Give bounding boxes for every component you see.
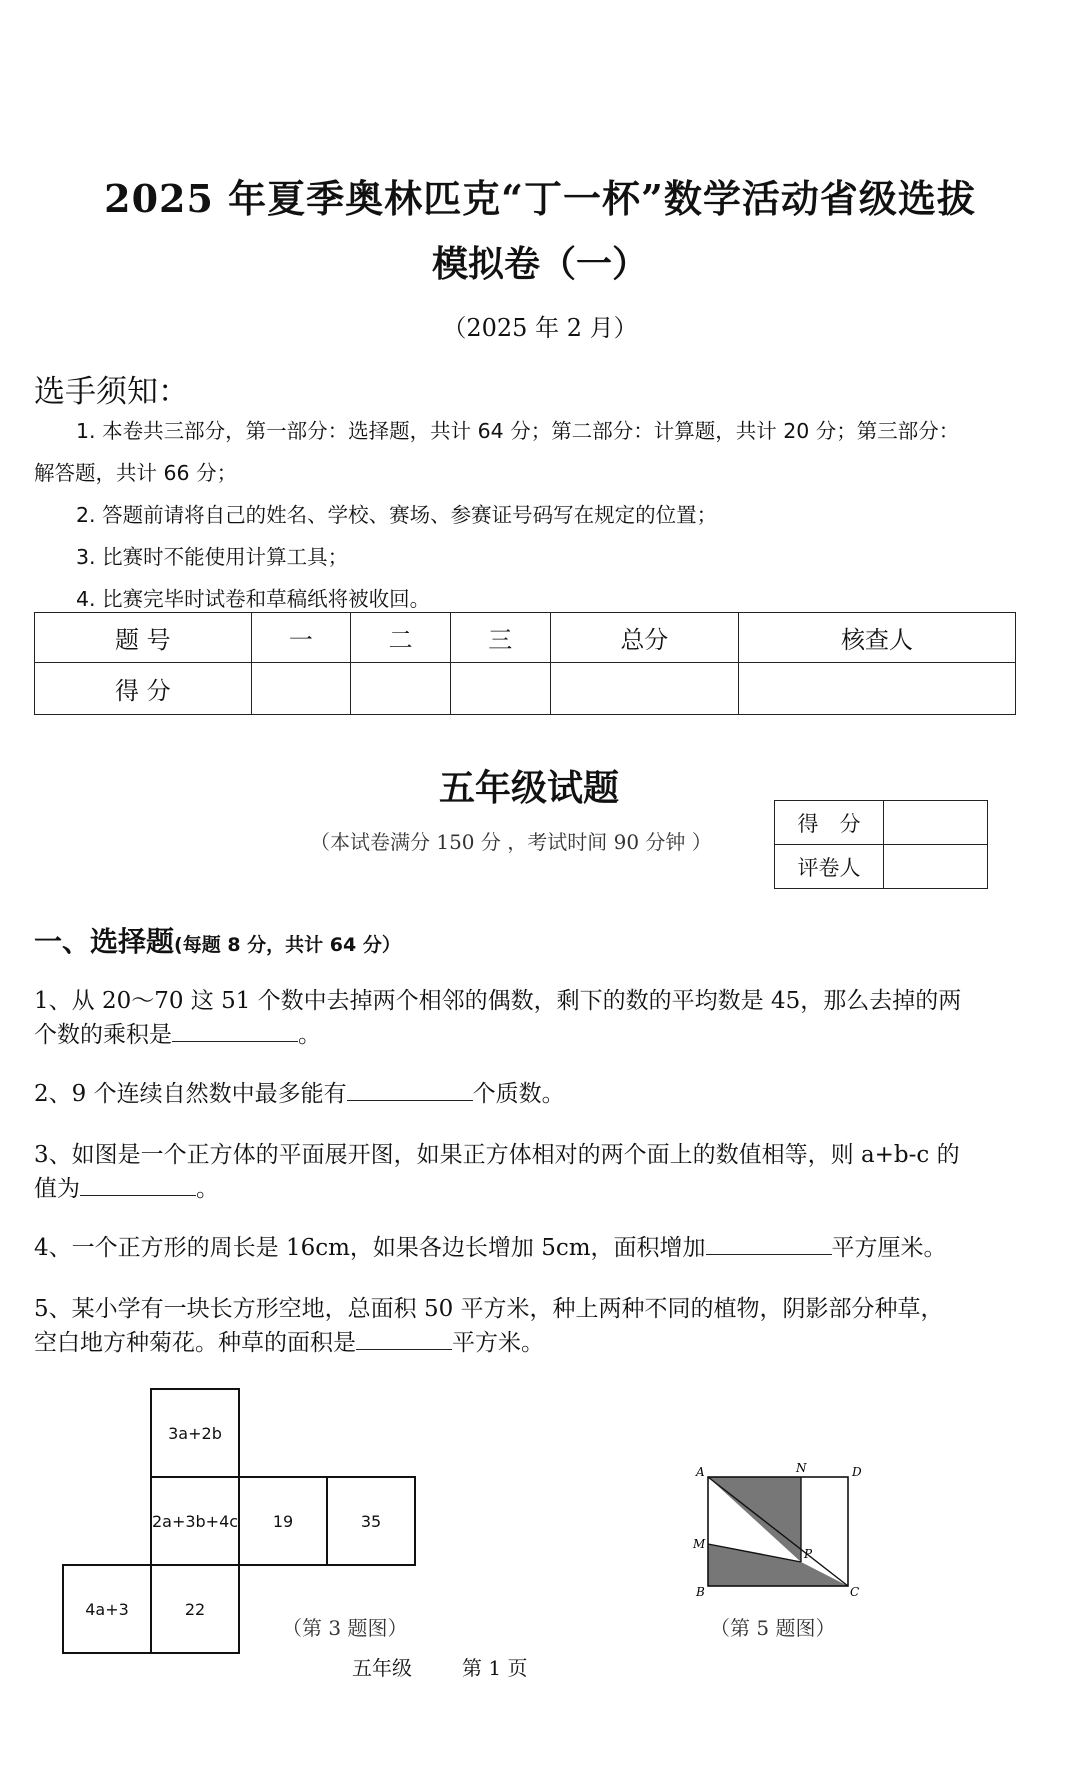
answer-blank[interactable] bbox=[706, 1232, 832, 1255]
score-header-cell: 核查人 bbox=[738, 613, 1015, 663]
vertex-label: P bbox=[804, 1547, 813, 1561]
notice-item-1-cont: 解答题，共计 66 分； bbox=[34, 461, 238, 485]
vertex-label: N bbox=[796, 1462, 807, 1475]
footer-page: 第 1 页 bbox=[462, 1656, 528, 1680]
question-text: 。 bbox=[196, 1176, 219, 1202]
vertex-label: A bbox=[696, 1465, 705, 1479]
question-text: 1、从 20～70 这 51 个数中去掉两个相邻的偶数，剩下的数的平均数是 45，那么去掉的两 bbox=[34, 988, 962, 1014]
question-4 bbox=[34, 1231, 1034, 1265]
score-header-cell: 题 号 bbox=[35, 613, 252, 663]
score-header-cell: 总分 bbox=[550, 613, 738, 663]
question-text: 个质数。 bbox=[472, 1081, 565, 1107]
score-cell[interactable] bbox=[550, 663, 738, 715]
section-note: (每题 8 分，共计 64 分） bbox=[174, 934, 401, 956]
vertex-label: B bbox=[696, 1585, 705, 1598]
score-header-cell: 二 bbox=[351, 613, 451, 663]
question-text: 4、一个正方形的周长是 16cm，如果各边长增加 5cm，面积增加 bbox=[34, 1235, 706, 1261]
score-table bbox=[34, 612, 1016, 715]
question-2 bbox=[34, 1077, 1034, 1111]
score-row-label: 得 分 bbox=[35, 663, 252, 715]
grade-title: 五年级试题 bbox=[438, 768, 619, 809]
section-title: 一、选择题 bbox=[34, 925, 175, 958]
question-3 bbox=[34, 1138, 1034, 1206]
question-text: 个数的乘积是 bbox=[34, 1022, 172, 1048]
question-text: 2、9 个连续自然数中最多能有 bbox=[34, 1081, 347, 1107]
score-header-cell: 一 bbox=[251, 613, 351, 663]
question-1 bbox=[34, 984, 1034, 1052]
shaded-region-bottom bbox=[708, 1544, 848, 1586]
score-cell[interactable] bbox=[251, 663, 351, 715]
exam-title: 2025 年夏季奥林匹克“丁一杯”数学活动省级选拔 bbox=[104, 176, 976, 221]
net-cell: 19 bbox=[238, 1476, 328, 1566]
figure-3-caption: （第 3 题图） bbox=[282, 1616, 408, 1640]
footer-grade: 五年级 bbox=[352, 1656, 412, 1680]
question-text: 空白地方种菊花。种草的面积是 bbox=[34, 1330, 356, 1356]
notice-item-2: 2. 答题前请将自己的姓名、学校、赛场、参赛证号码写在规定的位置； bbox=[76, 503, 718, 527]
exam-subtitle: 模拟卷（一） bbox=[431, 243, 648, 285]
answer-blank[interactable] bbox=[356, 1327, 452, 1350]
notice-heading: 选手须知： bbox=[34, 374, 189, 410]
net-cell: 22 bbox=[150, 1564, 240, 1654]
answer-blank[interactable] bbox=[172, 1019, 298, 1042]
vertex-label: D bbox=[852, 1465, 862, 1479]
grader-score-cell[interactable] bbox=[884, 801, 988, 845]
question-text: 。 bbox=[298, 1022, 321, 1048]
grader-table bbox=[774, 800, 988, 889]
score-header-cell: 三 bbox=[450, 613, 550, 663]
notice-item-1: 1. 本卷共三部分，第一部分：选择题，共计 64 分；第二部分：计算题，共计 20 分；第三部分： bbox=[76, 419, 960, 443]
notice-item-4: 4. 比赛完毕时试卷和草稿纸将被收回。 bbox=[76, 587, 431, 611]
net-cell: 4a+3 bbox=[62, 1564, 152, 1654]
score-cell[interactable] bbox=[351, 663, 451, 715]
section-heading bbox=[34, 920, 401, 960]
vertex-label: C bbox=[850, 1585, 860, 1598]
question-text: 平方厘米。 bbox=[831, 1235, 947, 1261]
notice-item-3: 3. 比赛时不能使用计算工具； bbox=[76, 545, 349, 569]
question-5 bbox=[34, 1292, 1034, 1360]
question-text: 3、如图是一个正方体的平面展开图，如果正方体相对的两个面上的数值相等，则 a+b-c 的 bbox=[34, 1142, 960, 1168]
question-text: 5、某小学有一块长方形空地，总面积 50 平方米，种上两种不同的植物，阴影部分种草， bbox=[34, 1296, 944, 1322]
question-text: 值为 bbox=[34, 1176, 80, 1202]
score-cell[interactable] bbox=[738, 663, 1015, 715]
exam-date: （2025 年 2 月） bbox=[442, 314, 638, 342]
question-text: 平方米。 bbox=[452, 1330, 544, 1356]
vertex-label: M bbox=[693, 1537, 706, 1551]
grader-score-label: 得 分 bbox=[775, 801, 884, 845]
net-cell: 35 bbox=[326, 1476, 416, 1566]
score-cell[interactable] bbox=[450, 663, 550, 715]
net-cell: 3a+2b bbox=[150, 1388, 240, 1478]
grader-name-cell[interactable] bbox=[884, 845, 988, 889]
net-cell: 2a+3b+4c bbox=[150, 1476, 240, 1566]
figure-5-rectangle-diagram bbox=[688, 1462, 868, 1598]
grader-name-label: 评卷人 bbox=[775, 845, 884, 889]
answer-blank[interactable] bbox=[347, 1078, 473, 1101]
answer-blank[interactable] bbox=[80, 1173, 196, 1196]
figure-5-caption: （第 5 题图） bbox=[710, 1616, 836, 1640]
exam-info: （本试卷满分 150 分 ，考试时间 90 分钟 ） bbox=[310, 830, 712, 854]
